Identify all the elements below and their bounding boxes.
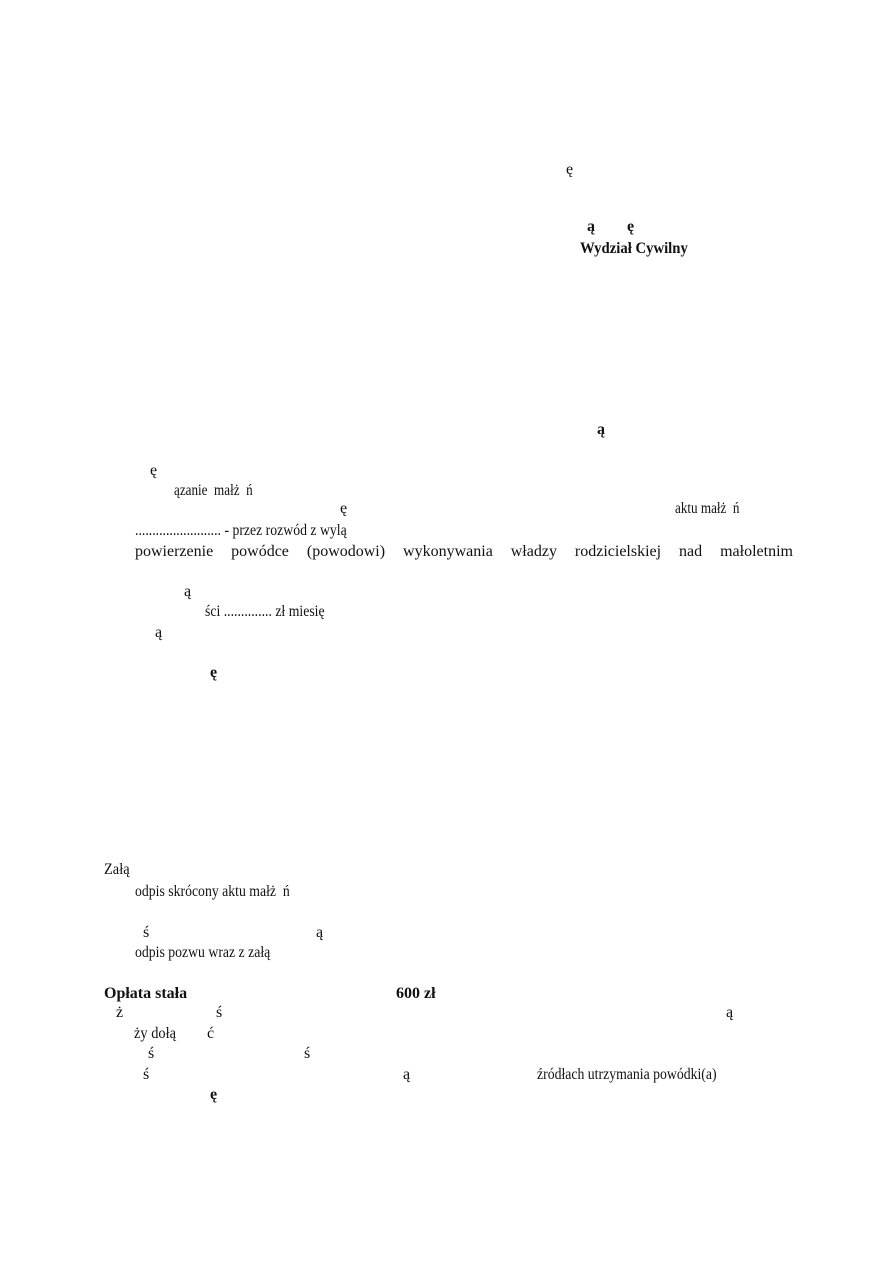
claim-word: (powodowi) xyxy=(306,543,386,560)
fee-line-1a: ż xyxy=(116,1004,124,1021)
header-fragment-1: ę xyxy=(566,161,574,178)
fee-line-3b: ś xyxy=(304,1045,311,1062)
claim-line-9: ę xyxy=(210,664,218,681)
fee-line-1b: ś xyxy=(216,1004,223,1021)
fee-line-1c: ą xyxy=(726,1004,734,1021)
claim-line-6: ą xyxy=(184,583,192,600)
attachment-item-3: odpis pozwu wraz z załą xyxy=(135,944,271,961)
claim-line-7: ści .............. zł miesię xyxy=(205,603,325,620)
fee-line-5: ę xyxy=(210,1086,218,1103)
attachment-item-2a: ś xyxy=(143,924,150,941)
attachments-heading: Załą xyxy=(104,861,130,878)
fee-label: Opłata stała xyxy=(104,985,188,1002)
attachment-item-2b: ą xyxy=(316,924,324,941)
court-division: Wydział Cywilny xyxy=(580,240,688,257)
claim-word: powierzenie xyxy=(135,543,214,560)
claim-word: nad xyxy=(679,543,703,560)
claim-line-5 xyxy=(135,544,793,560)
claim-line-3b: aktu małż ń xyxy=(675,500,740,517)
claim-line-3a: ę xyxy=(340,500,348,517)
claim-line-4: ......................... - przez rozwód z wylą xyxy=(135,522,347,539)
fee-line-3a: ś xyxy=(148,1045,155,1062)
fee-line-2a: ży dołą xyxy=(134,1025,176,1042)
claim-line-1: ę xyxy=(150,462,158,479)
claim-word: małoletnim xyxy=(720,543,793,560)
claim-word: władzy xyxy=(510,543,557,560)
claim-line-2: ązanie małż ń xyxy=(174,482,253,499)
attachment-item-1: odpis skrócony aktu małż ń xyxy=(135,883,290,900)
claim-line-8: ą xyxy=(155,624,163,641)
fee-line-2b: ć xyxy=(207,1025,215,1042)
fee-line-4a: ś xyxy=(143,1066,150,1083)
claim-word: rodzicielskiej xyxy=(574,543,662,560)
fee-line-4c: źródłach utrzymania powódki(a) xyxy=(537,1066,717,1083)
document-title-fragment: ą xyxy=(597,421,605,438)
claim-word: powódce xyxy=(231,543,289,560)
header-fragment-2: ą ę xyxy=(587,218,635,235)
claim-word: wykonywania xyxy=(403,543,493,560)
fee-line-4b: ą xyxy=(403,1066,411,1083)
fee-amount: 600 zł xyxy=(396,985,436,1002)
